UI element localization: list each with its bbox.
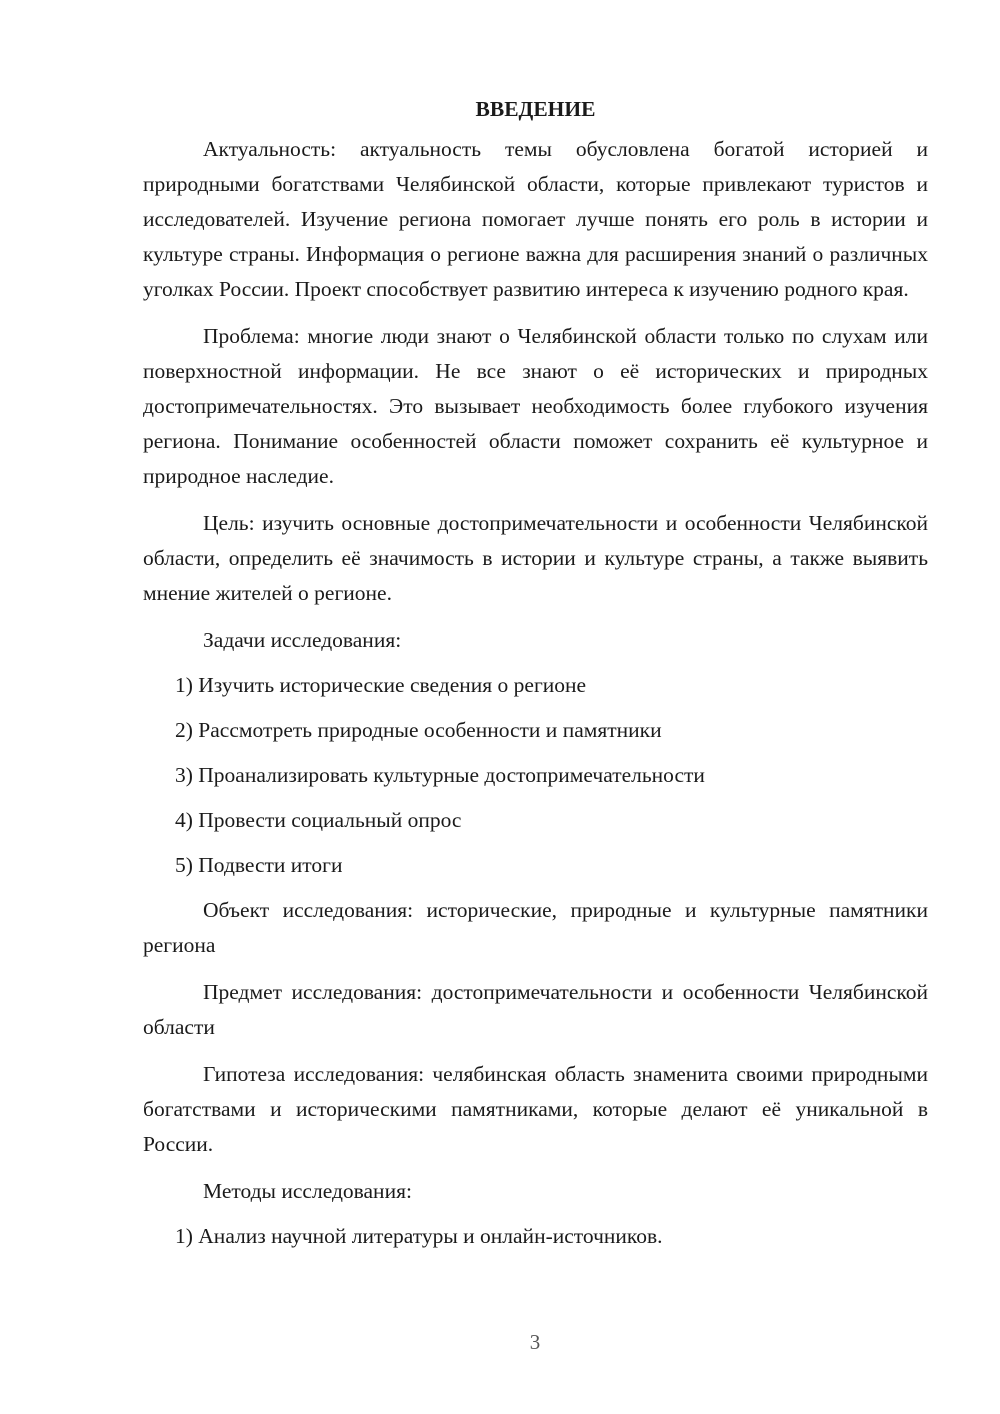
- tasks-heading: Задачи исследования:: [203, 628, 402, 652]
- hypothesis-paragraph: Гипотеза исследования: челябинская область знаменита своими природными богатствами и историческими памятниками, которые делают её уникальной в России.: [143, 1062, 928, 1156]
- subject-paragraph: Предмет исследования: достопримечательности и особенности Челябинской области: [143, 980, 928, 1039]
- goal-paragraph: Цель: изучить основные достопримечательности и особенности Челябинской области, определить её значимость в истории и культуре страны, а также выявить мнение жителей о регионе.: [143, 511, 928, 605]
- task-item-5: 5) Подвести итоги: [175, 853, 343, 877]
- task-item-1: 1) Изучить исторические сведения о регионе: [175, 673, 587, 697]
- problem-paragraph: Проблема: многие люди знают о Челябинской области только по слухам или поверхностной информации. Не все знают о её исторических и природных достопримечательностях. Это вызывает необходимость более глубокого изучения региона. Понимание особенностей области поможет сохранить её культурное и природное наследие.: [143, 324, 928, 488]
- object-paragraph: Объект исследования: исторические, природные и культурные памятники региона: [143, 898, 928, 957]
- section-title: ВВЕДЕНИЕ: [475, 97, 596, 121]
- relevance-paragraph: Актуальность: актуальность темы обусловлена богатой историей и природными богатствами Челябинской области, которые привлекают туристов и исследователей. Изучение региона помогает лучше понять его роль в истории и культуре страны. Информация о регионе важна для расширения знаний о различных уголках России. Проект способствует развитию интереса к изучению родного края.: [143, 137, 928, 301]
- page-number: 3: [529, 1330, 541, 1354]
- task-item-4: 4) Провести социальный опрос: [175, 808, 462, 832]
- method-item-1: 1) Анализ научной литературы и онлайн-источников.: [175, 1224, 663, 1248]
- task-item-2: 2) Рассмотреть природные особенности и памятники: [175, 718, 662, 742]
- task-item-3: 3) Проанализировать культурные достопримечательности: [175, 763, 705, 787]
- methods-heading: Методы исследования:: [203, 1179, 412, 1203]
- document-page: [143, 92, 928, 1264]
